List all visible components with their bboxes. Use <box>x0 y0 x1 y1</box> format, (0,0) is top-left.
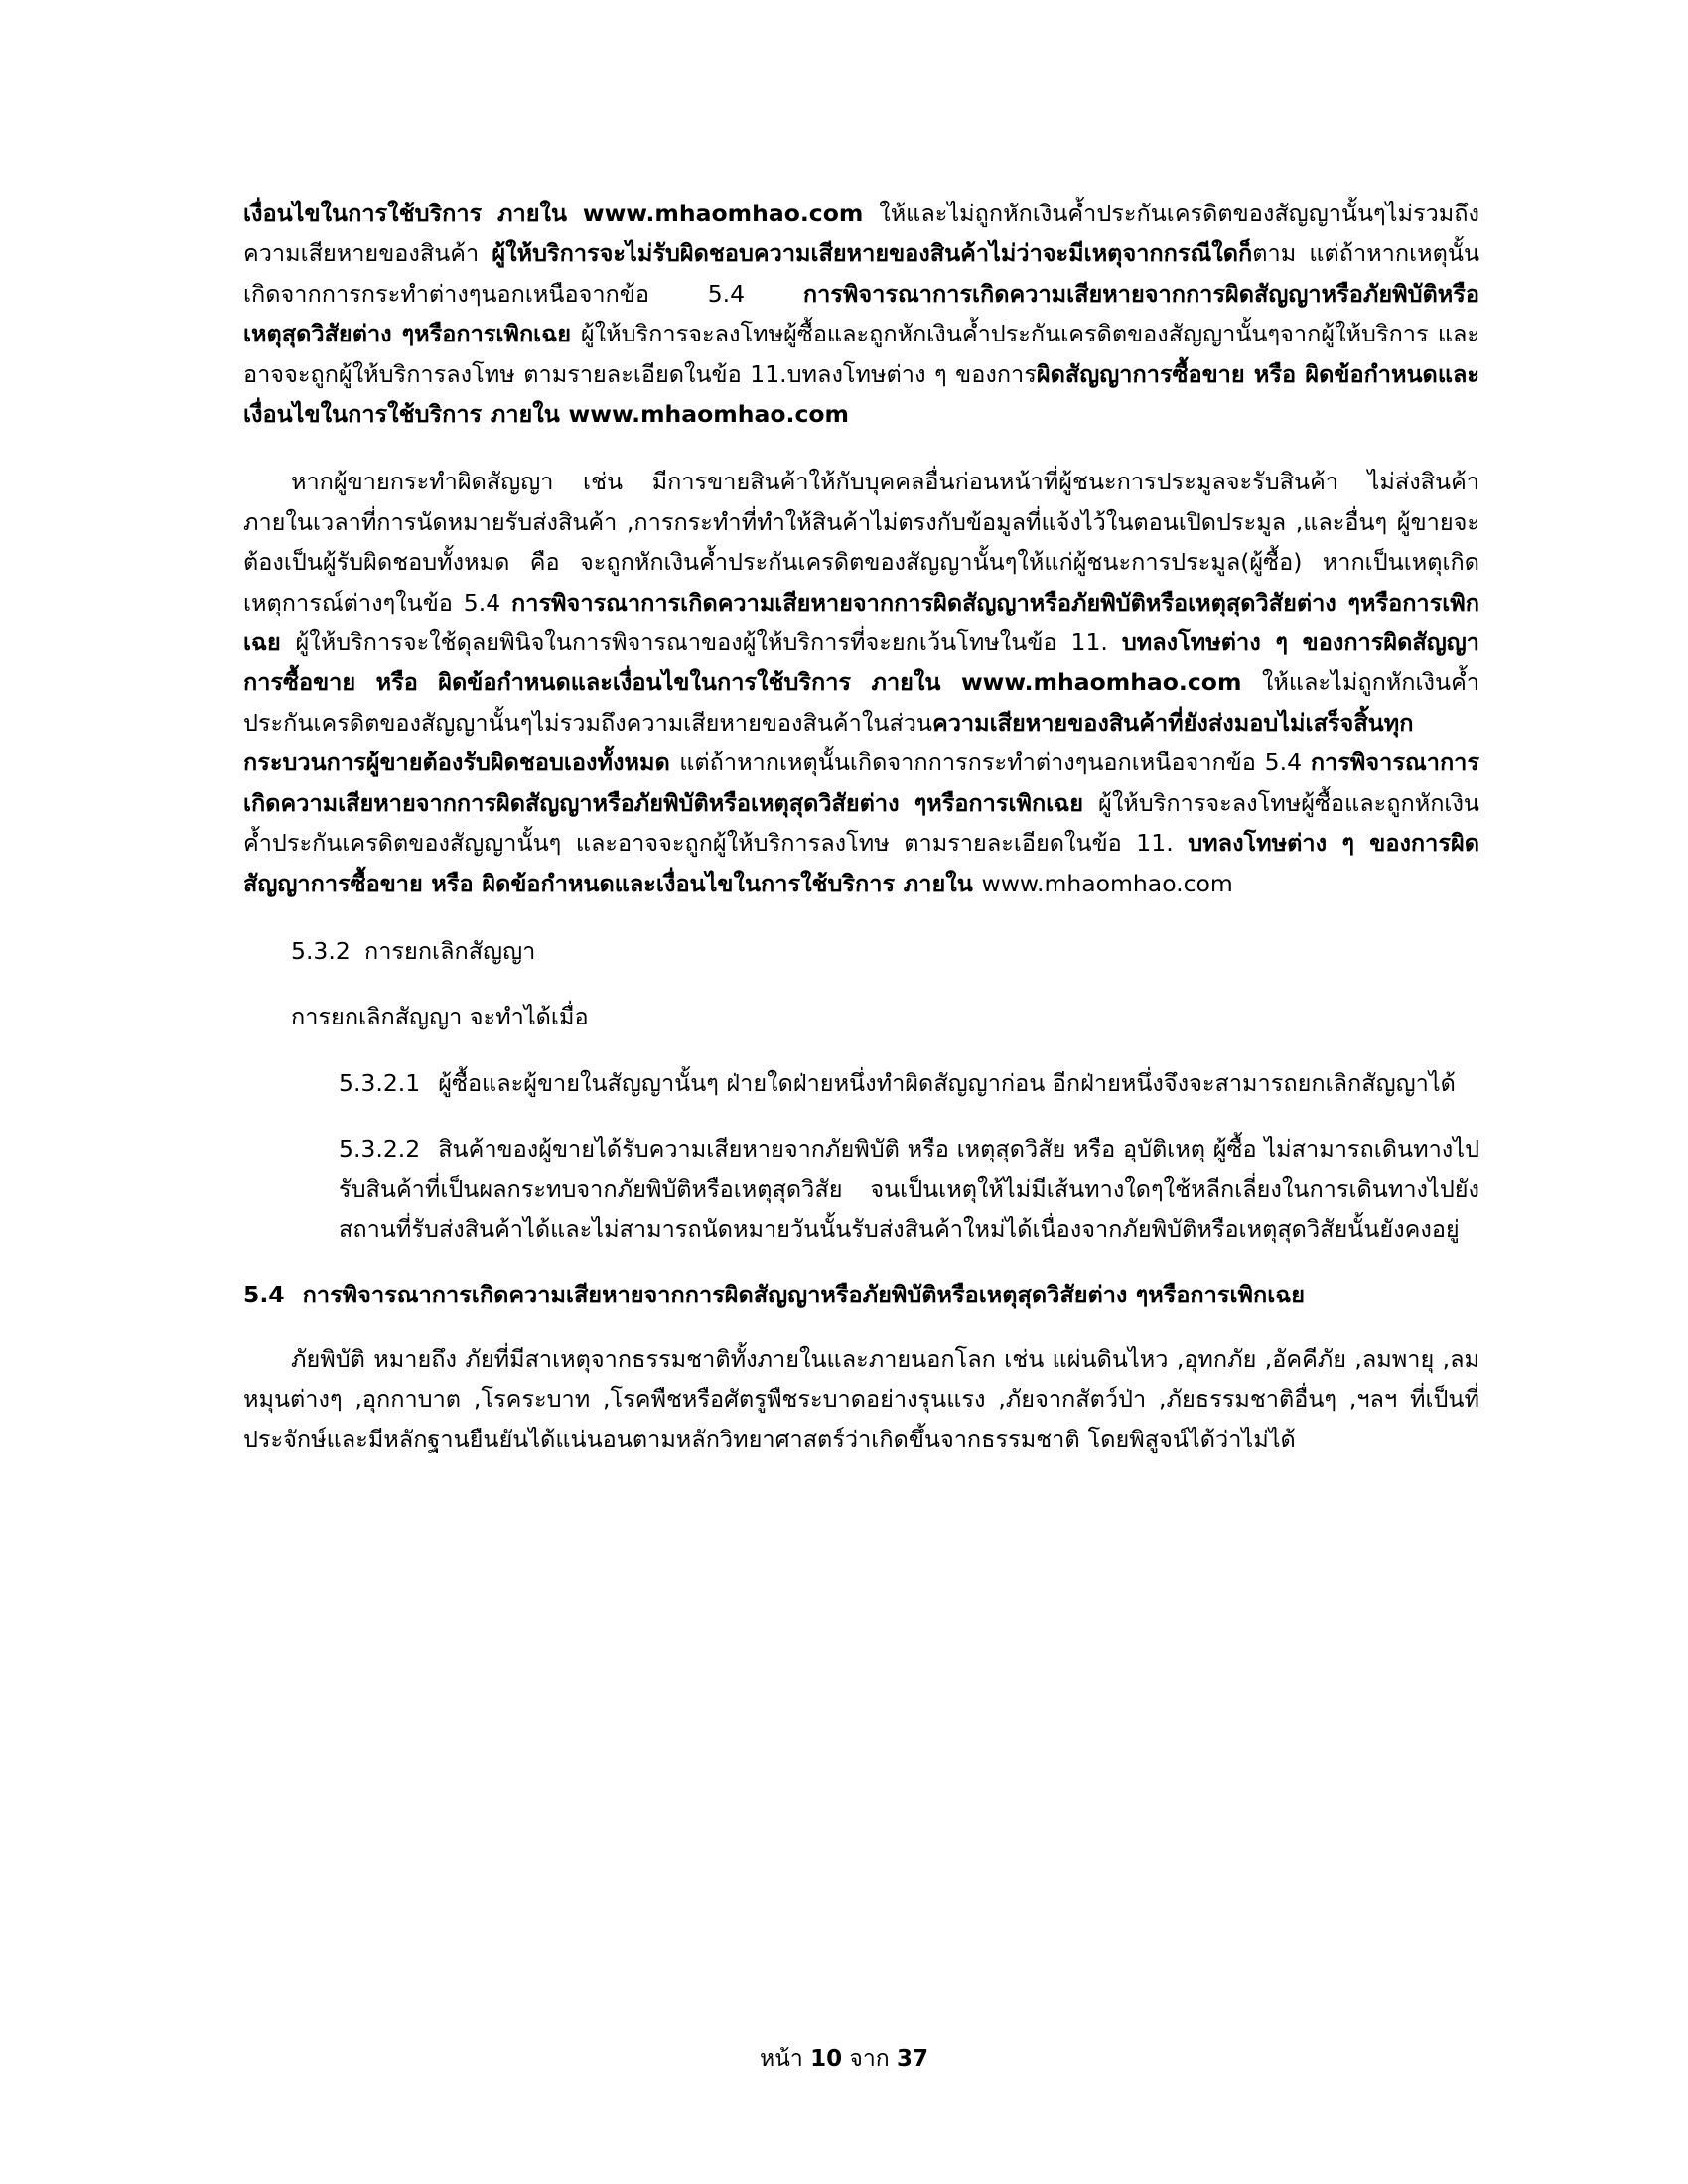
section-5-4-title: การพิจารณาการเกิดความเสียหายจากการผิดสัญญาหรือภัยพิบัติหรือเหตุสุดวิสัยต่าง ๆหรือการเพิกเฉย <box>302 1281 1306 1309</box>
text-run: บทลงโทษต่าง ๆ ของการผิดสัญญาการซื้อขาย หรือ ผิดข้อกำหนดและเงื่อนไขในการใช้บริการ ภายใน <box>243 829 1479 897</box>
footer-page-number: 10 <box>810 2046 843 2072</box>
text-run: ผิดสัญญาการซื้อขาย หรือ ผิดข้อกำหนดและเงื่อนไขในการใช้บริการ ภายใน www.mhaomhao.com <box>243 359 1479 429</box>
subheading-5-3-2-title: การยกเลิกสัญญา <box>364 936 536 965</box>
clause-5-3-2-2 <box>243 1129 1479 1249</box>
text-run: ให้และไม่ถูกหักเงินค้ำประกันเครดิตของสัญญานั้นๆไม่รวมถึงความเสียหายของสินค้าในส่วน <box>243 668 1479 737</box>
text-run: ตาม แต่ถ้าหากเหตุนั้นเกิดจากการกระทำต่างๆนอกเหนือจากข้อ 5.4 <box>243 239 1480 308</box>
text-run: ผู้ให้บริการจะลงโทษผู้ซื้อและถูกหักเงินค้ำประกันเครดิตของสัญญานั้นๆ และอาจจะถูกผู้ให้บริการลงโทษ ตามรายละเอียดในข้อ 11. <box>243 788 1479 858</box>
subheading-5-3-2 <box>243 931 1479 971</box>
clause-5-3-2-1 <box>243 1063 1479 1103</box>
footer-prefix: หน้า <box>759 2046 803 2072</box>
subheading-5-3-2-number: 5.3.2 <box>291 936 351 965</box>
text-run: ความเสียหายของสินค้าที่ยังส่งมอบไม่เสร็จสิ้นทุกกระบวนการผู้ขายต้องรับผิดชอบเองทั้งหมด <box>243 708 1414 777</box>
page-footer <box>0 2041 1688 2077</box>
clause-5-3-2-1-number: 5.3.2.1 <box>339 1068 421 1097</box>
text-run: บทลงโทษต่าง ๆ ของการผิดสัญญาการซื้อขาย หรือ ผิดข้อกำหนดและเงื่อนไขในการใช้บริการ ภายใน www.mhaomhao.com <box>243 628 1479 697</box>
text-run: www.mhaomhao.com <box>981 869 1233 897</box>
text-run: ผู้ให้บริการจะลงโทษผู้ซื้อและถูกหักเงินค้ำประกันเครดิตของสัญญานั้นๆจากผู้ให้บริการ และอาจจะถูกผู้ให้บริการลงโทษ ตามรายละเอียดในข้อ 11.บทลงโทษต่าง ๆ ของการ <box>243 320 1479 388</box>
text-run: แต่ถ้าหากเหตุนั้นเกิดจากการกระทำต่างๆนอกเหนือจากข้อ 5.4 <box>679 749 1311 777</box>
text-run: ผู้ให้บริการจะใช้ดุลยพินิจในการพิจารณาของผู้ให้บริการที่จะยกเว้นโทษในข้อ 11. <box>295 628 1122 657</box>
footer-total-pages: 37 <box>897 2046 929 2072</box>
section-heading-5-4 <box>243 1275 1479 1314</box>
text-run: การพิจารณาการเกิดความเสียหายจากการผิดสัญญาหรือภัยพิบัติหรือเหตุสุดวิสัยต่าง ๆหรือการเพิกเฉย <box>243 279 1479 348</box>
clause-5-3-2-1-text: ผู้ซื้อและผู้ขายในสัญญานั้นๆ ฝ่ายใดฝ่ายหนึ่งทำผิดสัญญาก่อน อีกฝ่ายหนึ่งจึงจะสามารถยกเลิกสัญญาได้ <box>438 1068 1456 1097</box>
clause-5-3-2-2-text: สินค้าของผู้ขายได้รับความเสียหายจากภัยพิบัติ หรือ เหตุสุดวิสัย หรือ อุบัติเหตุ ผู้ซื้อ ไม่สามารถเดินทางไปรับสินค้าที่เป็นผลกระทบจากภัยพิบัติหรือเหตุสุดวิสัย จนเป็นเหตุให้ไม่มีเส้นทางใดๆใช้หลีกเลี่ยงในการเดินทางไปยังสถานที่รับส่งสินค้าได้และไม่สามารถนัดหมายวันนั้นรับส่งสินค้าใหม่ได้เนื่องจากภัยพิบัติหรือเหตุสุดวิสัยนั้นยังคงอยู่ <box>339 1135 1479 1243</box>
text-run: ผู้ให้บริการจะไม่รับผิดชอบความเสียหายของสินค้าไม่ว่าจะมีเหตุจากกรณีใดก็ <box>492 239 1253 268</box>
line-cancellation-intro: การยกเลิกสัญญา จะทำได้เมื่อ <box>291 1003 589 1031</box>
text-run: ให้และไม่ถูกหักเงินค้ำประกันเครดิตของสัญญานั้นๆไม่รวมถึงความเสียหายของสินค้า <box>243 200 1479 268</box>
paragraph-1 <box>243 194 1479 434</box>
text-run: การพิจารณาการเกิดความเสียหายจากการผิดสัญญาหรือภัยพิบัติหรือเหตุสุดวิสัยต่าง ๆหรือการเพิกเฉย <box>243 588 1480 657</box>
paragraph-2 <box>243 462 1479 902</box>
text-run: หากผู้ขายกระทำผิดสัญญา เช่น มีการขายสินค้าให้กับบุคคลอื่นก่อนหน้าที่ผู้ชนะการประมูลจะรับสินค้า ไม่ส่งสินค้าภายในเวลาที่การนัดหมายรับส่งสินค้า ,การกระทำที่ทำให้สินค้าไม่ตรงกับข้อมูลที่แจ้งไว้ในตอนเปิดประมูล ,และอื่นๆ ผู้ขายจะต้องเป็นผู้รับผิดชอบทั้งหมด คือ จะถูกหักเงินค้ำประกันเครดิตของสัญญานั้นๆให้แก่ผู้ชนะการประมูล(ผู้ซื้อ) หากเป็นเหตุเกิดเหตุการณ์ต่างๆในข้อ 5.4 <box>243 468 1479 616</box>
text-run: การพิจารณาการเกิดความเสียหายจากการผิดสัญญาหรือภัยพิบัติหรือเหตุสุดวิสัยต่าง ๆหรือการเพิกเฉย <box>243 749 1479 817</box>
footer-middle: จาก <box>849 2046 890 2072</box>
paragraph-5-4-body: ภัยพิบัติ หมายถึง ภัยที่มีสาเหตุจากธรรมชาติทั้งภายในและภายนอกโลก เช่น แผ่นดินไหว ,อุทกภัย ,อัคคีภัย ,ลมพายุ ,ลมหมุนต่างๆ ,อุกกาบาต ,โรคระบาท ,โรคพืชหรือศัตรูพืชระบาดอย่างรุนแรง ,ภัยจากสัตว์ป่า ,ภัยธรรมชาติอื่นๆ ,ฯลฯ ที่เป็นที่ประจักษ์และมีหลักฐานยืนยันได้แน่นอนตามหลักวิทยาศาสตร์ว่าเกิดขึ้นจากธรรมชาติ โดยพิสูจน์ได้ว่าไม่ได้ <box>243 1344 1479 1453</box>
text-run: เงื่อนไขในการใช้บริการ ภายใน www.mhaomhao.com <box>243 200 880 227</box>
clause-5-3-2-2-number: 5.3.2.2 <box>339 1135 421 1163</box>
section-5-4-number: 5.4 <box>243 1281 285 1309</box>
